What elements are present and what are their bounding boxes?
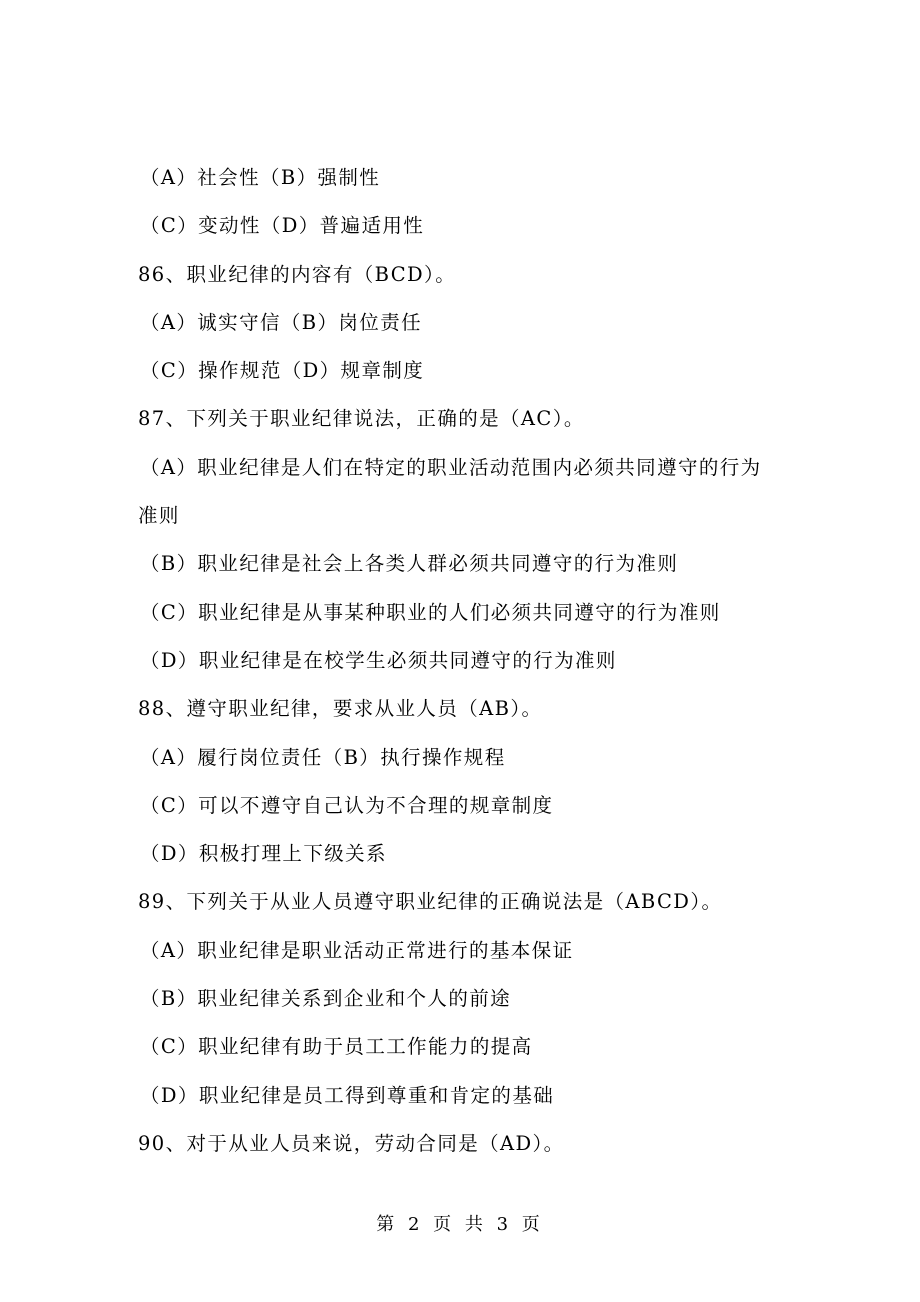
question-87: 87、下列关于职业纪律说法，正确的是（AC）。 [138, 407, 585, 431]
page-footer: 第 2 页 共 3 页 [376, 1214, 544, 1235]
option-line: （D）职业纪律是在校学生必须共同遵守的行为准则 [140, 648, 617, 672]
option-line: （C）职业纪律有助于员工工作能力的提高 [140, 1035, 533, 1059]
option-line: （C）职业纪律是从事某种职业的人们必须共同遵守的行为准则 [140, 600, 721, 624]
option-line-continuation: 准则 [138, 504, 180, 528]
option-line: （D）积极打理上下级关系 [140, 842, 387, 866]
option-line: （B）职业纪律是社会上各类人群必须共同遵守的行为准则 [140, 552, 679, 576]
option-line: （A）职业纪律是职业活动正常进行的基本保证 [140, 938, 574, 962]
question-89: 89、下列关于从业人员遵守职业纪律的正确说法是（ABCD）。 [138, 890, 723, 914]
question-86: 86、职业纪律的内容有（BCD）。 [138, 262, 457, 286]
document-body [138, 154, 788, 1168]
option-line: （C）变动性（D）普遍适用性 [140, 214, 425, 238]
option-line: （B）职业纪律关系到企业和个人的前途 [140, 987, 512, 1011]
option-line: （C）操作规范（D）规章制度 [140, 359, 425, 383]
option-line: （A）职业纪律是人们在特定的职业活动范围内必须共同遵守的行为 [140, 455, 762, 479]
option-line: （D）职业纪律是员工得到尊重和肯定的基础 [140, 1083, 555, 1107]
option-line: （A）履行岗位责任（B）执行操作规程 [140, 745, 506, 769]
option-line: （A）社会性（B）强制性 [140, 166, 381, 189]
option-line: （C）可以不遵守自己认为不合理的规章制度 [140, 793, 554, 817]
question-88: 88、遵守职业纪律，要求从业人员（AB）。 [138, 697, 543, 721]
option-line: （A）诚实守信（B）岗位责任 [140, 310, 423, 334]
question-90: 90、对于从业人员来说，劳动合同是（AD）。 [138, 1131, 565, 1155]
